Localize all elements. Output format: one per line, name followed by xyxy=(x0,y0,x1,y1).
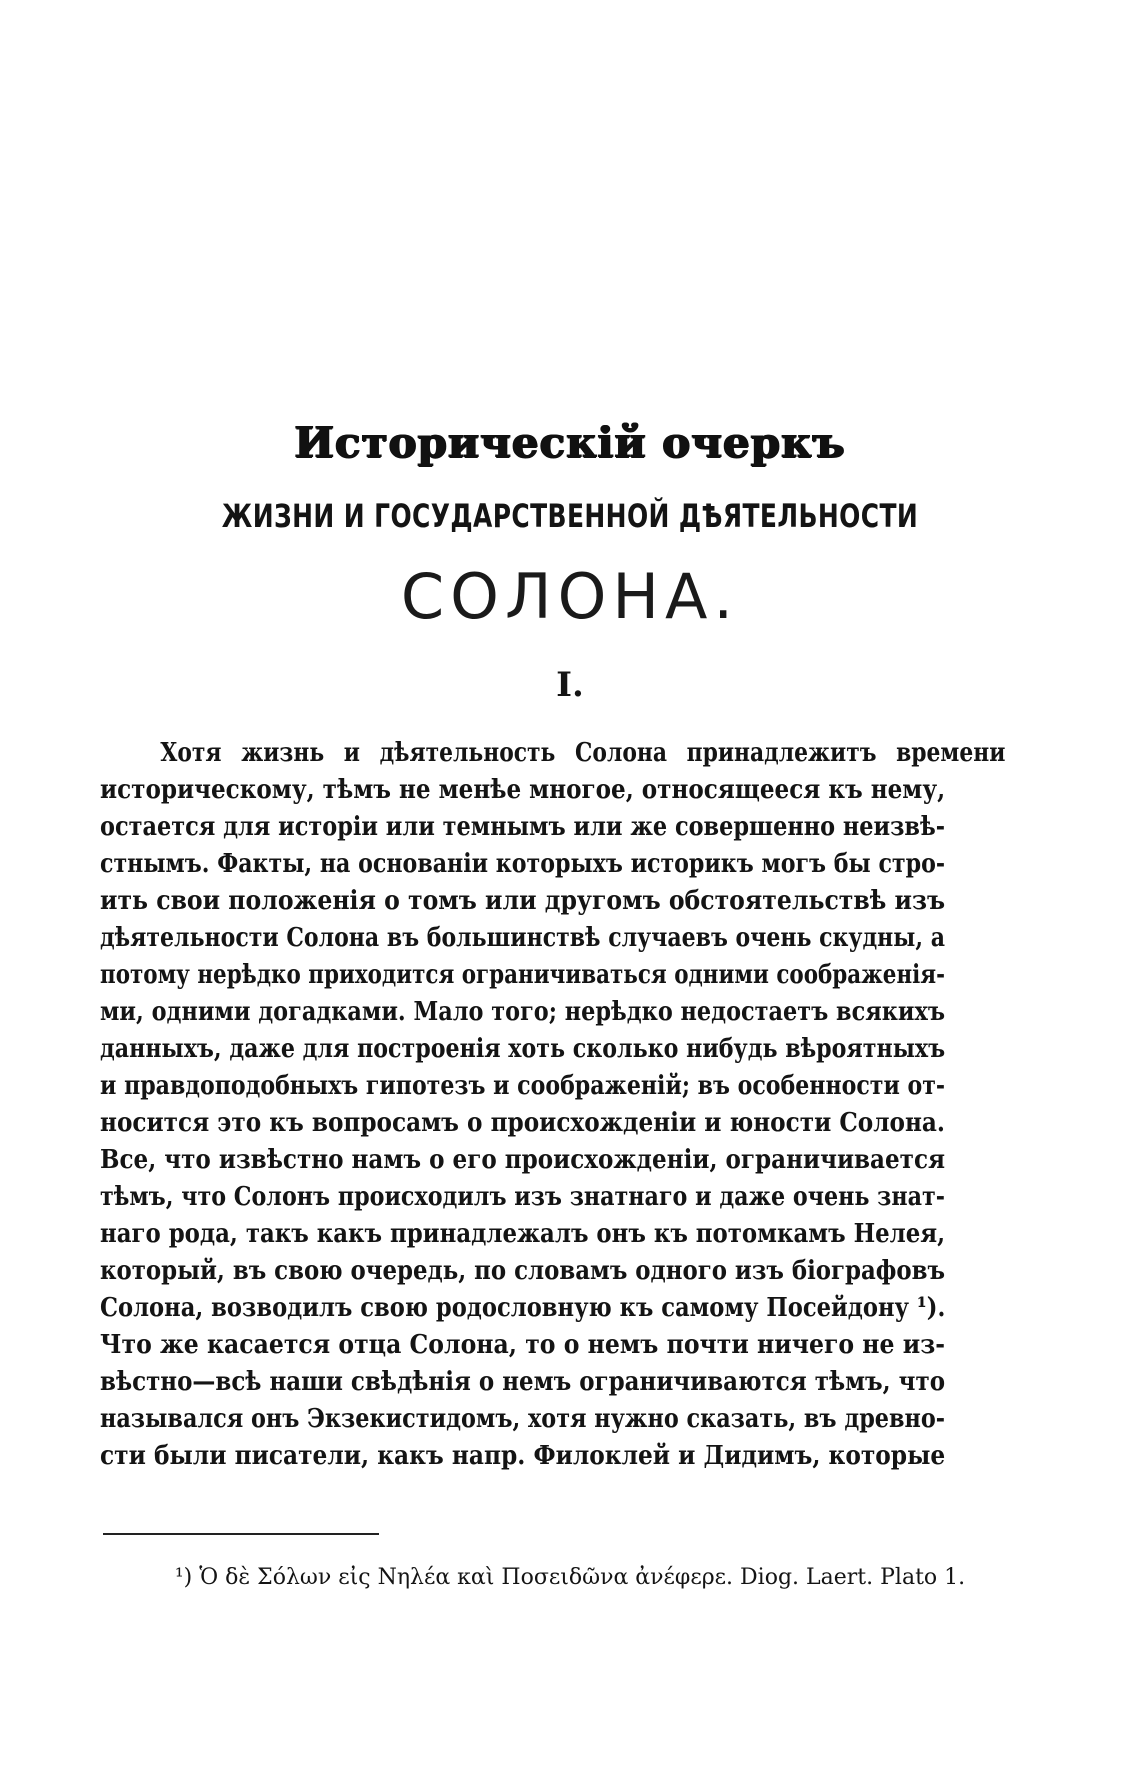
text-line: потому нерѣдко приходится ограничиваться одними соображенія- xyxy=(100,960,946,990)
decorative-title: Историческій очеркъ xyxy=(294,418,846,467)
text-line: Что же касается отца Солона, то о немъ почти ничего не из- xyxy=(100,1330,946,1360)
text-line: остается для исторіи или темнымъ или же совершенно неизвѣ- xyxy=(100,812,946,842)
text-line: вѣстно—всѣ наши свѣдѣнія о немъ ограничиваются тѣмъ, что xyxy=(100,1367,946,1397)
text-line: дѣятельности Солона въ большинствѣ случаевъ очень скудны, а xyxy=(100,923,946,953)
subtitle: ЖИЗНИ И ГОСУДАРСТВЕННОЙ ДѢЯТЕЛЬНОСТИ xyxy=(221,497,919,535)
footnote-marker: ¹) xyxy=(174,1565,193,1590)
text-line: ить свои положенія о томъ или другомъ обстоятельствѣ изъ xyxy=(100,886,946,916)
text-line: историческому, тѣмъ не менѣе многое, относящееся къ нему, xyxy=(100,775,946,805)
text-line: сти были писатели, какъ напр. Филоклей и Дидимъ, которые xyxy=(100,1441,946,1471)
footnote-divider xyxy=(103,1533,379,1535)
text-line: который, въ свою очередь, по словамъ одного изъ біографовъ xyxy=(100,1256,946,1286)
text-line: Хотя жизнь и дѣятельность Солона принадлежитъ времени xyxy=(160,738,1006,768)
text-line: носится это къ вопросамъ о происхожденіи и юности Солона. xyxy=(100,1108,945,1138)
text-line: данныхъ, даже для построенія хоть сколько нибудь вѣроятныхъ xyxy=(100,1034,946,1064)
text-line: ми, одними догадками. Мало того; нерѣдко недостаетъ всякихъ xyxy=(100,997,946,1027)
footnote xyxy=(0,1565,1140,1590)
subject-name: СОЛОНА. xyxy=(400,560,740,633)
body-text xyxy=(100,735,1006,1475)
footnote-text: Ὁ δὲ Σόλων εἰς Νηλέα καὶ Ποσειδῶνα ἀνέφερε. Diog. Laert. Plato 1. xyxy=(199,1565,966,1590)
text-line: Все, что извѣстно намъ о его происхожденіи, ограничивается xyxy=(100,1145,946,1175)
section-number: I. xyxy=(556,665,584,705)
text-line: назывался онъ Экзекистидомъ, хотя нужно сказать, въ древно- xyxy=(100,1404,946,1434)
text-line: и правдоподобныхъ гипотезъ и соображеній; въ особенности от- xyxy=(100,1071,946,1101)
text-line: наго рода, такъ какъ принадлежалъ онъ къ потомкамъ Нелея, xyxy=(100,1219,946,1249)
text-line: стнымъ. Факты, на основаніи которыхъ историкъ могъ бы стро- xyxy=(100,849,946,879)
text-line: тѣмъ, что Солонъ происходилъ изъ знатнаго и даже очень знат- xyxy=(100,1182,946,1212)
text-line: Солона, возводилъ свою родословную къ самому Посейдону ¹). xyxy=(100,1293,946,1323)
